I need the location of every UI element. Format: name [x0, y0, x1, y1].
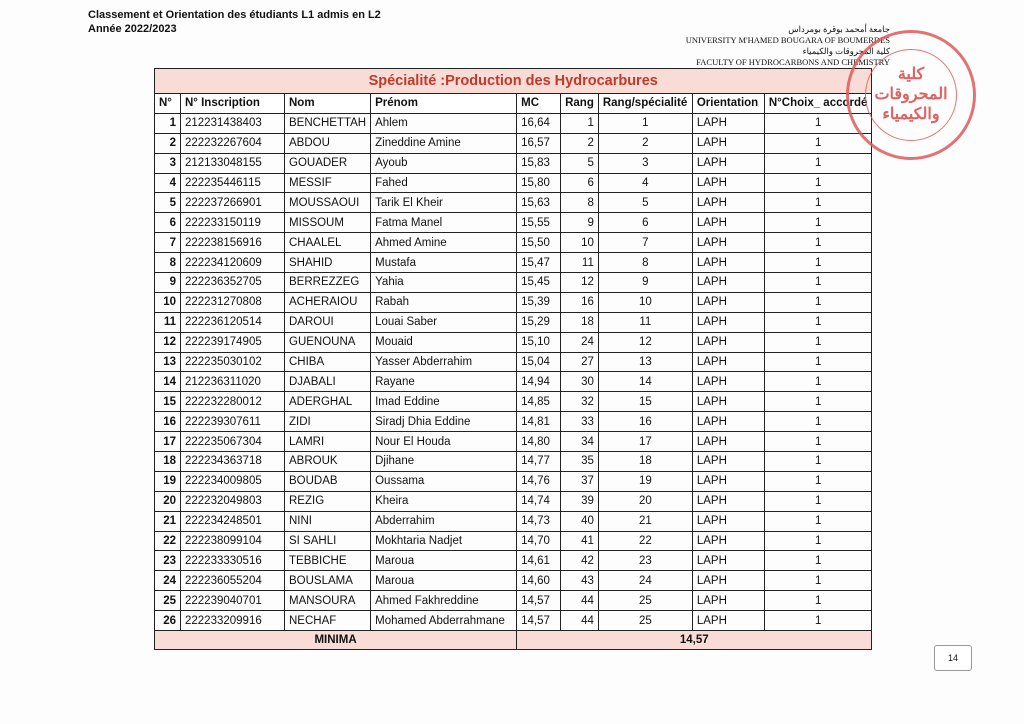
cell-rang: 37 — [561, 471, 599, 491]
cell-rang-spec: 13 — [598, 352, 692, 372]
cell-prenom: Ahlem — [371, 113, 517, 133]
cell-rang: 1 — [561, 113, 599, 133]
cell-rang-spec: 5 — [598, 193, 692, 213]
cell-choix: 1 — [764, 352, 872, 372]
cell-mc: 15,04 — [517, 352, 561, 372]
table-row — [155, 253, 872, 273]
cell-prenom: Yahia — [371, 273, 517, 293]
cell-rang-spec: 8 — [598, 253, 692, 273]
university-arabic: جامعة أمحمد بوقرة بومرداس — [788, 24, 890, 34]
cell-prenom: Djihane — [371, 452, 517, 472]
cell-rang: 32 — [561, 392, 599, 412]
stamp-line-2: المحروقات — [874, 86, 948, 103]
cell-n: 15 — [155, 392, 181, 412]
cell-choix: 1 — [764, 551, 872, 571]
cell-mc: 15,50 — [517, 233, 561, 253]
cell-rang: 39 — [561, 491, 599, 511]
table-row — [155, 491, 872, 511]
cell-choix: 1 — [764, 113, 872, 133]
cell-n: 16 — [155, 412, 181, 432]
cell-nom: SHAHID — [285, 253, 371, 273]
cell-choix: 1 — [764, 292, 872, 312]
table-row — [155, 511, 872, 531]
cell-mc: 14,74 — [517, 491, 561, 511]
cell-orientation: LAPH — [692, 312, 764, 332]
faculty-arabic: كلية المحروقات والكيمياء — [802, 46, 890, 56]
cell-rang-spec: 14 — [598, 372, 692, 392]
cell-rang-spec: 21 — [598, 511, 692, 531]
cell-inscription: 222232280012 — [181, 392, 285, 412]
column-header: Orientation — [692, 94, 764, 114]
cell-mc: 14,57 — [517, 611, 561, 631]
cell-orientation: LAPH — [692, 253, 764, 273]
cell-rang-spec: 24 — [598, 571, 692, 591]
column-header: Rang — [561, 94, 599, 114]
cell-prenom: Siradj Dhia Eddine — [371, 412, 517, 432]
cell-choix: 1 — [764, 253, 872, 273]
cell-n: 9 — [155, 273, 181, 293]
cell-orientation: LAPH — [692, 491, 764, 511]
cell-n: 21 — [155, 511, 181, 531]
cell-prenom: Tarik El Kheir — [371, 193, 517, 213]
cell-nom: GUENOUNA — [285, 332, 371, 352]
minima-row — [155, 631, 872, 650]
faculty-english: FACULTY OF HYDROCARBONS AND CHEMISTRY — [696, 57, 890, 67]
cell-mc: 16,57 — [517, 133, 561, 153]
cell-inscription: 222239307611 — [181, 412, 285, 432]
cell-orientation: LAPH — [692, 412, 764, 432]
column-header: Prénom — [371, 94, 517, 114]
cell-mc: 14,80 — [517, 432, 561, 452]
cell-inscription: 222239174905 — [181, 332, 285, 352]
table-row — [155, 392, 872, 412]
university-english: UNIVERSITY M'HAMED BOUGARA OF BOUMERDES — [685, 35, 890, 45]
cell-rang-spec: 6 — [598, 213, 692, 233]
cell-orientation: LAPH — [692, 213, 764, 233]
cell-mc: 15,55 — [517, 213, 561, 233]
cell-mc: 15,39 — [517, 292, 561, 312]
cell-nom: ACHERAIOU — [285, 292, 371, 312]
cell-mc: 14,81 — [517, 412, 561, 432]
cell-rang: 33 — [561, 412, 599, 432]
cell-mc: 15,10 — [517, 332, 561, 352]
cell-rang: 35 — [561, 452, 599, 472]
cell-rang-spec: 1 — [598, 113, 692, 133]
cell-mc: 15,80 — [517, 173, 561, 193]
page-number: 14 — [934, 645, 972, 671]
cell-n: 4 — [155, 173, 181, 193]
cell-inscription: 222235067304 — [181, 432, 285, 452]
cell-n: 20 — [155, 491, 181, 511]
cell-mc: 16,64 — [517, 113, 561, 133]
table-row — [155, 591, 872, 611]
table-row — [155, 471, 872, 491]
cell-rang-spec: 4 — [598, 173, 692, 193]
cell-mc: 14,76 — [517, 471, 561, 491]
cell-rang-spec: 23 — [598, 551, 692, 571]
cell-prenom: Yasser Abderrahim — [371, 352, 517, 372]
cell-nom: BOUDAB — [285, 471, 371, 491]
table-row — [155, 213, 872, 233]
cell-inscription: 222233209916 — [181, 611, 285, 631]
cell-rang-spec: 2 — [598, 133, 692, 153]
cell-nom: NECHAF — [285, 611, 371, 631]
cell-inscription: 222234248501 — [181, 511, 285, 531]
cell-orientation: LAPH — [692, 432, 764, 452]
cell-orientation: LAPH — [692, 233, 764, 253]
cell-prenom: Zineddine Amine — [371, 133, 517, 153]
cell-rang-spec: 22 — [598, 531, 692, 551]
table-row — [155, 551, 872, 571]
cell-mc: 14,70 — [517, 531, 561, 551]
cell-prenom: Nour El Houda — [371, 432, 517, 452]
cell-n: 25 — [155, 591, 181, 611]
cell-nom: BOUSLAMA — [285, 571, 371, 591]
cell-prenom: Fatma Manel — [371, 213, 517, 233]
cell-inscription: 222234120609 — [181, 253, 285, 273]
cell-rang-spec: 15 — [598, 392, 692, 412]
header-title: Classement et Orientation des étudiants L1 admis en L2 — [88, 9, 381, 21]
cell-orientation: LAPH — [692, 352, 764, 372]
cell-prenom: Abderrahim — [371, 511, 517, 531]
cell-mc: 14,61 — [517, 551, 561, 571]
cell-nom: CHAALEL — [285, 233, 371, 253]
cell-rang: 2 — [561, 133, 599, 153]
cell-nom: MANSOURA — [285, 591, 371, 611]
column-header: Rang/spécialité — [598, 94, 692, 114]
table-row — [155, 332, 872, 352]
cell-n: 17 — [155, 432, 181, 452]
cell-choix: 1 — [764, 193, 872, 213]
cell-inscription: 222239040701 — [181, 591, 285, 611]
cell-prenom: Maroua — [371, 551, 517, 571]
cell-inscription: 222236120514 — [181, 312, 285, 332]
cell-n: 23 — [155, 551, 181, 571]
cell-n: 13 — [155, 352, 181, 372]
cell-prenom: Mustafa — [371, 253, 517, 273]
cell-orientation: LAPH — [692, 173, 764, 193]
cell-mc: 14,57 — [517, 591, 561, 611]
cell-inscription: 222238156916 — [181, 233, 285, 253]
column-header: N° Inscription — [181, 94, 285, 114]
cell-n: 5 — [155, 193, 181, 213]
cell-choix: 1 — [764, 173, 872, 193]
cell-rang: 16 — [561, 292, 599, 312]
cell-rang: 12 — [561, 273, 599, 293]
cell-prenom: Mokhtaria Nadjet — [371, 531, 517, 551]
document-header — [88, 8, 381, 36]
cell-choix: 1 — [764, 491, 872, 511]
cell-choix: 1 — [764, 372, 872, 392]
table-row — [155, 412, 872, 432]
cell-choix: 1 — [764, 312, 872, 332]
cell-n: 3 — [155, 153, 181, 173]
cell-orientation: LAPH — [692, 273, 764, 293]
table-row — [155, 173, 872, 193]
cell-n: 22 — [155, 531, 181, 551]
cell-rang: 18 — [561, 312, 599, 332]
cell-inscription: 222236352705 — [181, 273, 285, 293]
cell-rang: 41 — [561, 531, 599, 551]
cell-prenom: Imad Eddine — [371, 392, 517, 412]
cell-inscription: 222233150119 — [181, 213, 285, 233]
cell-choix: 1 — [764, 531, 872, 551]
cell-prenom: Rabah — [371, 292, 517, 312]
cell-orientation: LAPH — [692, 153, 764, 173]
university-header — [640, 24, 890, 68]
minima-label: MINIMA — [155, 631, 517, 650]
cell-mc: 15,45 — [517, 273, 561, 293]
column-header: MC — [517, 94, 561, 114]
cell-inscription: 222236055204 — [181, 571, 285, 591]
cell-inscription: 222233330516 — [181, 551, 285, 571]
cell-nom: DAROUI — [285, 312, 371, 332]
cell-rang: 42 — [561, 551, 599, 571]
cell-prenom: Fahed — [371, 173, 517, 193]
cell-n: 7 — [155, 233, 181, 253]
cell-prenom: Mohamed Abderrahmane — [371, 611, 517, 631]
cell-choix: 1 — [764, 611, 872, 631]
cell-choix: 1 — [764, 471, 872, 491]
table-row — [155, 273, 872, 293]
column-header: N°Choix_ accordé — [764, 94, 872, 114]
cell-n: 18 — [155, 452, 181, 472]
cell-n: 26 — [155, 611, 181, 631]
cell-nom: NINI — [285, 511, 371, 531]
cell-inscription: 212231438403 — [181, 113, 285, 133]
cell-rang: 27 — [561, 352, 599, 372]
cell-n: 11 — [155, 312, 181, 332]
column-header: Nom — [285, 94, 371, 114]
cell-mc: 14,73 — [517, 511, 561, 531]
cell-rang-spec: 3 — [598, 153, 692, 173]
cell-rang-spec: 9 — [598, 273, 692, 293]
cell-mc: 15,29 — [517, 312, 561, 332]
cell-n: 12 — [155, 332, 181, 352]
cell-nom: BERREZZEG — [285, 273, 371, 293]
cell-choix: 1 — [764, 591, 872, 611]
cell-nom: ABDOU — [285, 133, 371, 153]
cell-orientation: LAPH — [692, 511, 764, 531]
cell-rang-spec: 25 — [598, 591, 692, 611]
cell-nom: TEBBICHE — [285, 551, 371, 571]
cell-inscription: 222238099104 — [181, 531, 285, 551]
table-row — [155, 571, 872, 591]
cell-choix: 1 — [764, 432, 872, 452]
cell-choix: 1 — [764, 392, 872, 412]
cell-inscription: 222231270808 — [181, 292, 285, 312]
cell-choix: 1 — [764, 571, 872, 591]
cell-orientation: LAPH — [692, 471, 764, 491]
cell-inscription: 222234363718 — [181, 452, 285, 472]
cell-rang: 30 — [561, 372, 599, 392]
table-title: Spécialité :Production des Hydrocarbures — [155, 69, 872, 94]
table-row — [155, 133, 872, 153]
cell-choix: 1 — [764, 332, 872, 352]
table-row — [155, 292, 872, 312]
table-row — [155, 193, 872, 213]
cell-orientation: LAPH — [692, 591, 764, 611]
cell-choix: 1 — [764, 511, 872, 531]
cell-n: 24 — [155, 571, 181, 591]
minima-value: 14,57 — [517, 631, 872, 650]
cell-rang: 6 — [561, 173, 599, 193]
cell-nom: ZIDI — [285, 412, 371, 432]
cell-rang-spec: 16 — [598, 412, 692, 432]
cell-rang: 5 — [561, 153, 599, 173]
cell-rang-spec: 25 — [598, 611, 692, 631]
cell-rang-spec: 10 — [598, 292, 692, 312]
table-row — [155, 352, 872, 372]
cell-choix: 1 — [764, 452, 872, 472]
cell-orientation: LAPH — [692, 531, 764, 551]
cell-prenom: Ayoub — [371, 153, 517, 173]
cell-orientation: LAPH — [692, 113, 764, 133]
table-row — [155, 153, 872, 173]
cell-rang-spec: 17 — [598, 432, 692, 452]
table-title-row — [155, 69, 872, 94]
cell-choix: 1 — [764, 153, 872, 173]
table-body — [155, 113, 872, 630]
cell-nom: MESSIF — [285, 173, 371, 193]
cell-choix: 1 — [764, 233, 872, 253]
cell-nom: LAMRI — [285, 432, 371, 452]
cell-inscription: 222237266901 — [181, 193, 285, 213]
cell-rang: 34 — [561, 432, 599, 452]
table-row — [155, 432, 872, 452]
stamp-line-3: والكيمياء — [882, 106, 940, 123]
cell-rang: 10 — [561, 233, 599, 253]
cell-rang: 44 — [561, 591, 599, 611]
cell-nom: MISSOUM — [285, 213, 371, 233]
cell-prenom: Maroua — [371, 571, 517, 591]
cell-nom: ADERGHAL — [285, 392, 371, 412]
cell-inscription: 212133048155 — [181, 153, 285, 173]
stamp-inner — [865, 49, 957, 141]
table-row — [155, 611, 872, 631]
cell-rang: 43 — [561, 571, 599, 591]
cell-prenom: Ahmed Fakhreddine — [371, 591, 517, 611]
cell-orientation: LAPH — [692, 392, 764, 412]
cell-mc: 15,83 — [517, 153, 561, 173]
cell-inscription: 222234009805 — [181, 471, 285, 491]
cell-n: 6 — [155, 213, 181, 233]
cell-rang: 24 — [561, 332, 599, 352]
cell-rang-spec: 18 — [598, 452, 692, 472]
cell-nom: CHIBA — [285, 352, 371, 372]
cell-orientation: LAPH — [692, 611, 764, 631]
cell-orientation: LAPH — [692, 452, 764, 472]
table-row — [155, 113, 872, 133]
cell-choix: 1 — [764, 412, 872, 432]
cell-n: 1 — [155, 113, 181, 133]
cell-nom: MOUSSAOUI — [285, 193, 371, 213]
cell-prenom: Oussama — [371, 471, 517, 491]
cell-inscription: 222235030102 — [181, 352, 285, 372]
cell-mc: 14,85 — [517, 392, 561, 412]
cell-prenom: Ahmed Amine — [371, 233, 517, 253]
cell-nom: GOUADER — [285, 153, 371, 173]
cell-orientation: LAPH — [692, 571, 764, 591]
cell-nom: BENCHETTAH — [285, 113, 371, 133]
cell-orientation: LAPH — [692, 551, 764, 571]
table-row — [155, 312, 872, 332]
cell-prenom: Rayane — [371, 372, 517, 392]
cell-nom: SI SAHLI — [285, 531, 371, 551]
cell-rang-spec: 20 — [598, 491, 692, 511]
cell-rang: 9 — [561, 213, 599, 233]
cell-rang: 11 — [561, 253, 599, 273]
cell-inscription: 222232267604 — [181, 133, 285, 153]
cell-n: 8 — [155, 253, 181, 273]
cell-rang-spec: 12 — [598, 332, 692, 352]
cell-nom: REZIG — [285, 491, 371, 511]
column-header: N° — [155, 94, 181, 114]
cell-inscription: 222235446115 — [181, 173, 285, 193]
cell-n: 14 — [155, 372, 181, 392]
table-row — [155, 452, 872, 472]
cell-rang-spec: 11 — [598, 312, 692, 332]
faculty-stamp — [846, 30, 976, 160]
cell-mc: 15,63 — [517, 193, 561, 213]
cell-n: 10 — [155, 292, 181, 312]
cell-inscription: 222232049803 — [181, 491, 285, 511]
cell-mc: 14,77 — [517, 452, 561, 472]
cell-prenom: Mouaid — [371, 332, 517, 352]
cell-choix: 1 — [764, 133, 872, 153]
cell-orientation: LAPH — [692, 292, 764, 312]
cell-mc: 14,60 — [517, 571, 561, 591]
stamp-line-1: كلية — [897, 66, 925, 83]
cell-inscription: 212236311020 — [181, 372, 285, 392]
cell-n: 2 — [155, 133, 181, 153]
cell-choix: 1 — [764, 213, 872, 233]
cell-orientation: LAPH — [692, 332, 764, 352]
header-year: Année 2022/2023 — [88, 23, 177, 35]
cell-orientation: LAPH — [692, 133, 764, 153]
cell-rang: 44 — [561, 611, 599, 631]
table-row — [155, 233, 872, 253]
table-row — [155, 531, 872, 551]
table-header-row — [155, 94, 872, 114]
cell-rang-spec: 19 — [598, 471, 692, 491]
cell-n: 19 — [155, 471, 181, 491]
cell-mc: 15,47 — [517, 253, 561, 273]
ranking-table-wrapper — [154, 68, 872, 650]
table-row — [155, 372, 872, 392]
cell-orientation: LAPH — [692, 193, 764, 213]
cell-mc: 14,94 — [517, 372, 561, 392]
cell-prenom: Louai Saber — [371, 312, 517, 332]
cell-choix: 1 — [764, 273, 872, 293]
cell-rang: 40 — [561, 511, 599, 531]
cell-nom: ABROUK — [285, 452, 371, 472]
cell-prenom: Kheira — [371, 491, 517, 511]
cell-orientation: LAPH — [692, 372, 764, 392]
cell-rang: 8 — [561, 193, 599, 213]
ranking-table — [154, 68, 872, 650]
cell-rang-spec: 7 — [598, 233, 692, 253]
cell-nom: DJABALI — [285, 372, 371, 392]
